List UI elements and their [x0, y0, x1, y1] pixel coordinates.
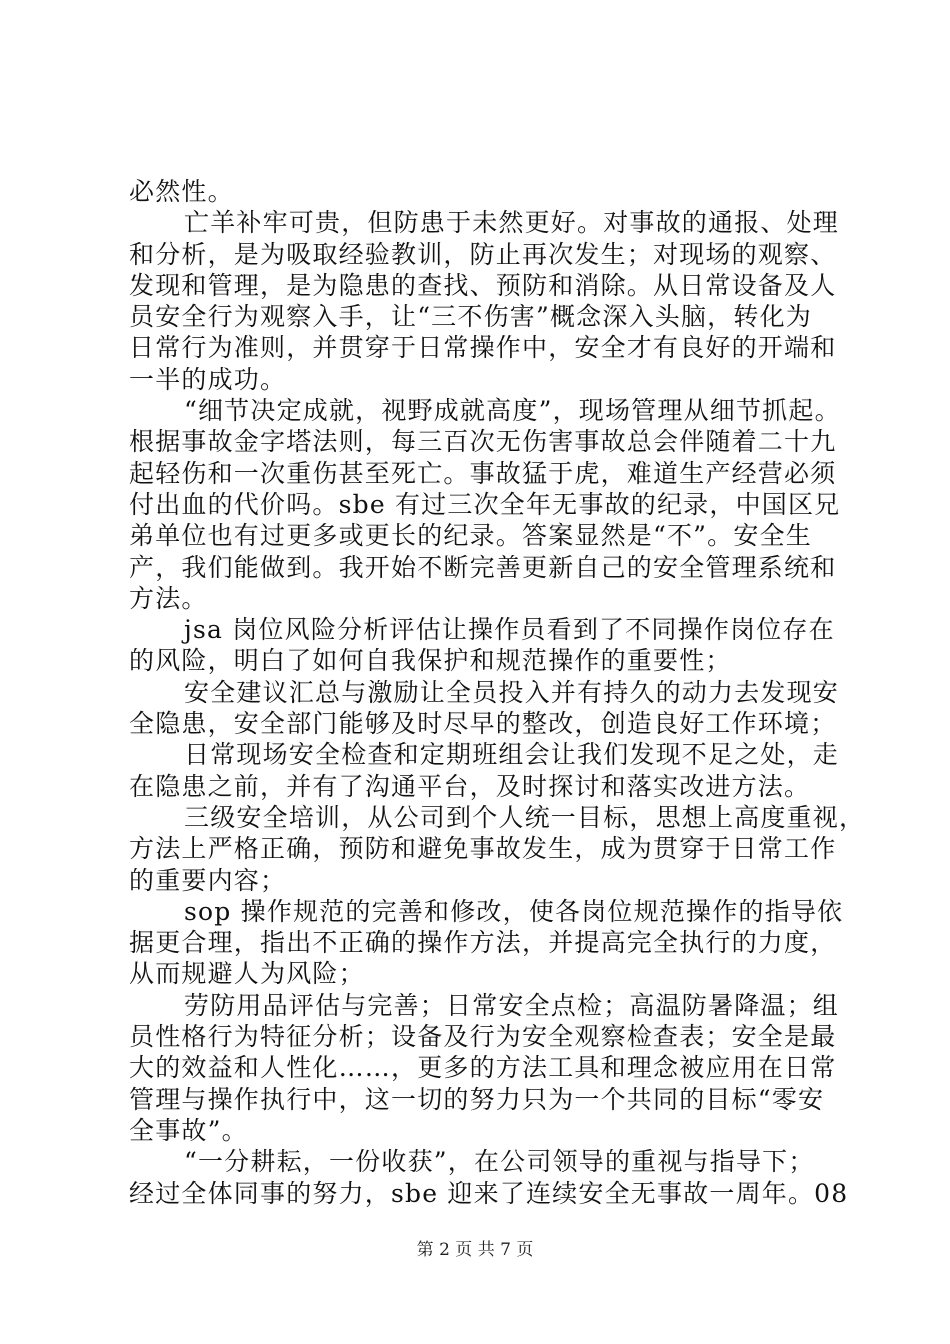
text-line: 亡羊补牢可贵，但防患于未然更好。对事故的通报、处理	[184, 208, 840, 238]
text-line: 的重要内容；	[129, 865, 287, 895]
text-line: 产，我们能做到。我开始不断完善更新自己的安全管理系统和	[129, 552, 837, 582]
text-line: 三级安全培训，从公司到个人统一目标，思想上高度重视，	[184, 802, 866, 832]
page-number-footer: 第 2 页 共 7 页	[416, 1240, 534, 1260]
text-line: 经过全体同事的努力，sbe 迎来了连续安全无事故一周年。08	[129, 1178, 849, 1208]
text-line: 全隐患，安全部门能够及时尽早的整改，创造良好工作环境；	[129, 709, 837, 739]
text-line: 方法上严格正确，预防和避免事故发生，成为贯穿于日常工作	[129, 834, 837, 864]
text-line: “细节决定成就，视野成就高度”，现场管理从细节抓起。	[184, 396, 841, 426]
text-line: 大的效益和人性化……，更多的方法工具和理念被应用在日常	[129, 1053, 837, 1083]
text-line: 据更合理，指出不正确的操作方法，并提高完全执行的力度，	[129, 928, 837, 958]
text-line: 弟单位也有过更多或更长的纪录。答案显然是“不”。安全生	[129, 521, 812, 551]
text-line: 从而规避人为风险；	[129, 959, 365, 989]
text-line: 方法。	[129, 583, 208, 613]
text-line: 管理与操作执行中，这一切的努力只为一个共同的目标“零安	[129, 1084, 825, 1114]
text-line: 在隐患之前，并有了沟通平台，及时探讨和落实改进方法。	[129, 771, 811, 801]
text-line: 一半的成功。	[129, 364, 287, 394]
text-line: 的风险，明白了如何自我保护和规范操作的重要性；	[129, 646, 732, 676]
text-line: sop 操作规范的完善和修改，使各岗位规范操作的指导依	[184, 896, 844, 926]
text-line: 起轻伤和一次重伤甚至死亡。事故猛于虎，难道生产经营必须	[129, 458, 837, 488]
text-line: “一分耕耘，一份收获”，在公司领导的重视与指导下；	[184, 1147, 815, 1177]
body-text	[129, 176, 866, 1209]
text-line: 和分析，是为吸取经验教训，防止再次发生；对现场的观察、	[129, 239, 837, 269]
text-line: 全事故”。	[129, 1115, 248, 1145]
text-line: 根据事故金字塔法则，每三百次无伤害事故总会伴随着二十九	[129, 427, 837, 457]
text-line: 日常行为准则，并贯穿于日常操作中，安全才有良好的开端和	[129, 333, 837, 363]
text-line: 员安全行为观察入手，让“三不伤害”概念深入头脑，转化为	[129, 302, 812, 332]
text-line: 发现和管理，是为隐患的查找、预防和消除。从日常设备及人	[129, 270, 837, 300]
text-line: 日常现场安全检查和定期班组会让我们发现不足之处，走	[184, 740, 840, 770]
text-line: 付出血的代价吗。sbe 有过三次全年无事故的纪录，中国区兄	[129, 489, 841, 519]
text-line: jsa 岗位风险分析评估让操作员看到了不同操作岗位存在	[184, 615, 835, 645]
text-line: 劳防用品评估与完善；日常安全点检；高温防暑降温；组	[184, 990, 840, 1020]
text-line: 必然性。	[129, 177, 234, 206]
text-line: 员性格行为特征分析；设备及行为安全观察检查表；安全是最	[129, 1022, 837, 1052]
text-line: 安全建议汇总与激励让全员投入并有持久的动力去发现安	[184, 677, 840, 707]
